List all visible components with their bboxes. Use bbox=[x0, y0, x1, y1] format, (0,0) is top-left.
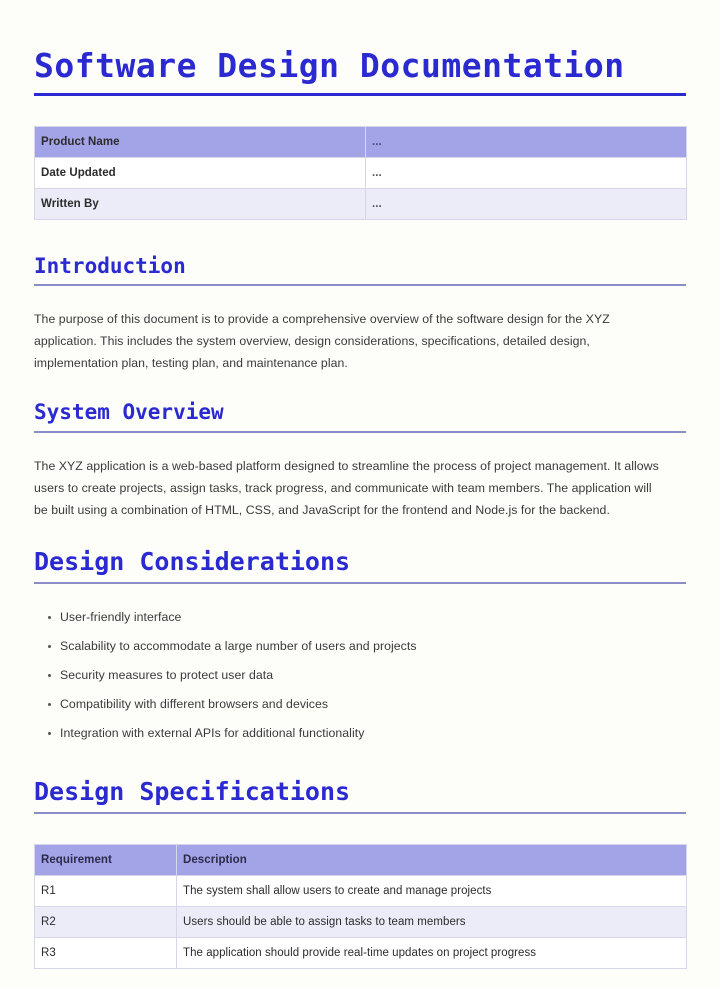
table-row bbox=[35, 189, 687, 220]
meta-label-product-name: Product Name bbox=[35, 127, 366, 158]
design-specifications-table bbox=[34, 844, 687, 969]
table-row bbox=[35, 127, 687, 158]
table-header-row bbox=[35, 844, 687, 875]
spacer bbox=[34, 96, 686, 126]
meta-value-date-updated[interactable]: ... bbox=[366, 158, 687, 189]
meta-label-date-updated: Date Updated bbox=[35, 158, 366, 189]
paragraph-system-overview: The XYZ application is a web-based platform designed to streamline the process of project management. It allows users to create projects, assign tasks, track progress, and communicate with team members. The application will be built using a combination of HTML, CSS, and JavaScript for the frontend and Node.js for the backend. bbox=[34, 458, 659, 517]
list-item: Integration with external APIs for additional functionality bbox=[34, 726, 686, 741]
section-heading-design-specifications: Design Specifications bbox=[34, 776, 351, 806]
document-metadata-table bbox=[34, 126, 687, 220]
list-item: User-friendly interface bbox=[34, 610, 686, 625]
spacer bbox=[34, 584, 686, 610]
page-title: Software Design Documentation bbox=[34, 46, 625, 85]
list-item: Compatibility with different browsers and devices bbox=[34, 697, 686, 712]
spacer bbox=[34, 814, 686, 844]
section-heading-system-overview: System Overview bbox=[34, 400, 224, 425]
meta-value-product-name[interactable]: ... bbox=[366, 127, 687, 158]
list-item: Scalability to accommodate a large number of users and projects bbox=[34, 639, 686, 654]
spacer bbox=[34, 220, 686, 254]
requirement-id: R3 bbox=[35, 937, 177, 968]
spacer bbox=[34, 433, 686, 455]
section-heading-design-considerations: Design Considerations bbox=[34, 546, 351, 576]
spacer bbox=[34, 374, 686, 400]
meta-value-written-by[interactable]: ... bbox=[366, 189, 687, 220]
spacer bbox=[34, 755, 686, 777]
list-item: Security measures to protect user data bbox=[34, 668, 686, 683]
meta-label-written-by: Written By bbox=[35, 189, 366, 220]
table-row bbox=[35, 158, 687, 189]
paragraph-introduction: The purpose of this document is to provide a comprehensive overview of the software design for the XYZ application. This includes the system overview, design considerations, specifications, detailed design, implementation plan, testing plan, and maintenance plan. bbox=[34, 312, 610, 371]
requirement-id: R1 bbox=[35, 875, 177, 906]
requirement-description: Users should be able to assign tasks to team members bbox=[177, 906, 687, 937]
requirement-description: The system shall allow users to create and manage projects bbox=[177, 875, 687, 906]
design-considerations-list bbox=[34, 610, 686, 741]
table-row bbox=[35, 875, 687, 906]
requirement-description: The application should provide real-time updates on project progress bbox=[177, 937, 687, 968]
spacer bbox=[34, 286, 686, 308]
section-heading-introduction: Introduction bbox=[34, 254, 186, 279]
spacer bbox=[34, 521, 686, 547]
column-header-requirement: Requirement bbox=[35, 844, 177, 875]
table-row bbox=[35, 937, 687, 968]
column-header-description: Description bbox=[177, 844, 687, 875]
requirement-id: R2 bbox=[35, 906, 177, 937]
table-row bbox=[35, 906, 687, 937]
